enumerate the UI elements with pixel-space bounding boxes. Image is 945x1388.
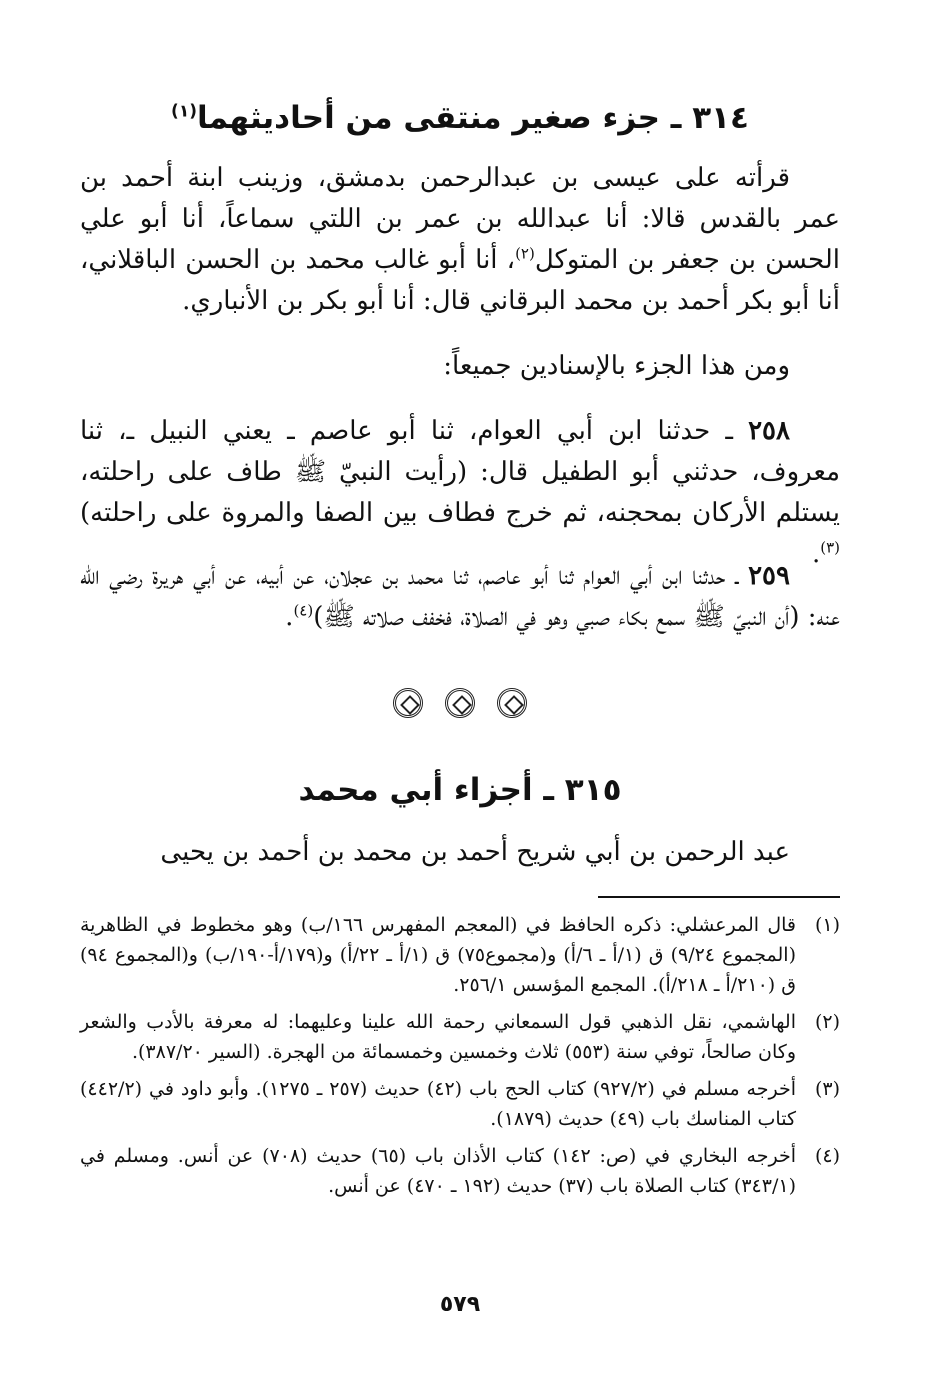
footnote-item: [80, 1074, 840, 1134]
footnote-ref-2: (٢): [515, 244, 535, 263]
intro-text-b: ، أنا أبو غالب محمد بن الحسن الباقلاني، أنا أبو بكر أحمد بن محمد البرقاني قال: أنا أبو بكر بن الأنباري.: [80, 245, 840, 316]
footnote-marker: (١): [814, 914, 840, 936]
rosette-ornament-icon: [393, 688, 423, 718]
footnote-marker: (٣): [814, 1078, 840, 1100]
footnote-text: قال المرعشلي: ذكره الحافظ في (المعجم المفهرس ١٦٦/ب) وهو مخطوط في الظاهرية (المجموع ٩/٢٤) ق (١/أ ـ ٦/أ) و(مجموع٧٥) ق (١/أ ـ ٢٢/أ) و(١٧٩/أ-١٩٠/ب) و(المجموع ٩٤) ق (٢١٠/أ ـ ٢١٨/أ). المجمع المؤسس ٢٥٦/١.: [80, 914, 796, 996]
rosette-ornament-icon: [445, 688, 475, 718]
hadith-258-end: .: [811, 539, 821, 569]
footnote-text: أخرجه مسلم في (٩٢٧/٢) كتاب الحج باب (٤٢) حديث (٢٥٧ ـ ١٢٧٥). وأبو داود في (٤٤٢/٢) كتاب المناسك باب (٤٩) حديث (١٨٧٩).: [80, 1078, 796, 1130]
hadith-259-text: ـ حدثنا ابن أبي العوام ثنا أبو عاصم، ثنا محمد بن عجلان، عن أبيه، عن أبي هريرة رضي الله عنه: (أن النبيّ ﷺ سمع بكاء صبي وهو في الصلاة، فخفف صلاته ﷺ): [80, 561, 840, 632]
section-314-title-text: ٣١٤ ـ جزء صغير منتقى من أحاديثهما: [197, 100, 749, 136]
hadith-258: [80, 411, 840, 575]
hadith-259: [80, 556, 840, 638]
footnote-separator: [598, 896, 840, 898]
footnote-ref-3: (٣): [820, 538, 840, 557]
footnote-text: أخرجه البخاري في (ص: ١٤٢) كتاب الأذان باب (٦٥) حديث (٧٠٨) عن أنس. ومسلم في (٣٤٣/١) كتاب الصلاة باب (٣٧) حديث (١٩٢ ـ ٤٧٠) عن أنس.: [80, 1145, 796, 1197]
hadith-258-text: ـ حدثنا ابن أبي العوام، ثنا أبو عاصم ـ يعني النبيل ـ، ثنا معروف، حدثني أبو الطفيل قال: (رأيت النبيّ ﷺ طاف على راحلته، يستلم الأركان بمحجنه، ثم خرج فطاف بين الصفا والمروة على راحلته): [80, 416, 840, 528]
intro-text-a: قرأته على عيسى بن عبدالرحمن بدمشق، وزينب ابنة أحمد بن عمر بالقدس قالا: أنا عبدالله بن عمر بن اللتي سماعاً، أنا أبو علي الحسن بن جعفر بن المتوكل: [80, 163, 840, 275]
footnote-marker: (٢): [814, 1011, 840, 1033]
section-divider-ornaments: [80, 688, 840, 727]
footnote-item: [80, 1141, 840, 1201]
footnote-marker: (٤): [814, 1145, 840, 1167]
footnote-ref-4: (٤): [293, 601, 314, 620]
footnote-text: الهاشمي، نقل الذهبي قول السمعاني رحمة الله علينا وعليهما: له معرفة بالأدب والشعر وكان صالحاً، توفي سنة (٥٥٣) ثلاث وخمسين وخمسمائة من الهجرة. (السير ٣٨٧/٢٠).: [80, 1011, 796, 1063]
footnote-ref-1: (١): [171, 101, 197, 122]
hadith-259-number: ٢٥٩: [748, 561, 790, 591]
book-page: [80, 0, 840, 1388]
section-315-intro: عبد الرحمن بن أبي شريح أحمد بن محمد بن أحمد بن يحيى: [160, 837, 790, 867]
footnote-item: [80, 1007, 840, 1067]
hadith-258-number: ٢٥٨: [748, 416, 790, 446]
footnotes: [80, 910, 840, 1208]
page-number: ٥٧٩: [439, 1292, 481, 1317]
rosette-ornament-icon: [497, 688, 527, 718]
section-315-title: ٣١٥ ـ أجزاء أبي محمد: [298, 772, 622, 808]
hadith-259-end: .: [285, 602, 294, 632]
footnote-item: [80, 910, 840, 1000]
section-314-intro: [80, 158, 840, 322]
isnad-line: ومن هذا الجزء بالإسنادين جميعاً:: [443, 351, 790, 381]
section-314-title: [80, 96, 840, 140]
